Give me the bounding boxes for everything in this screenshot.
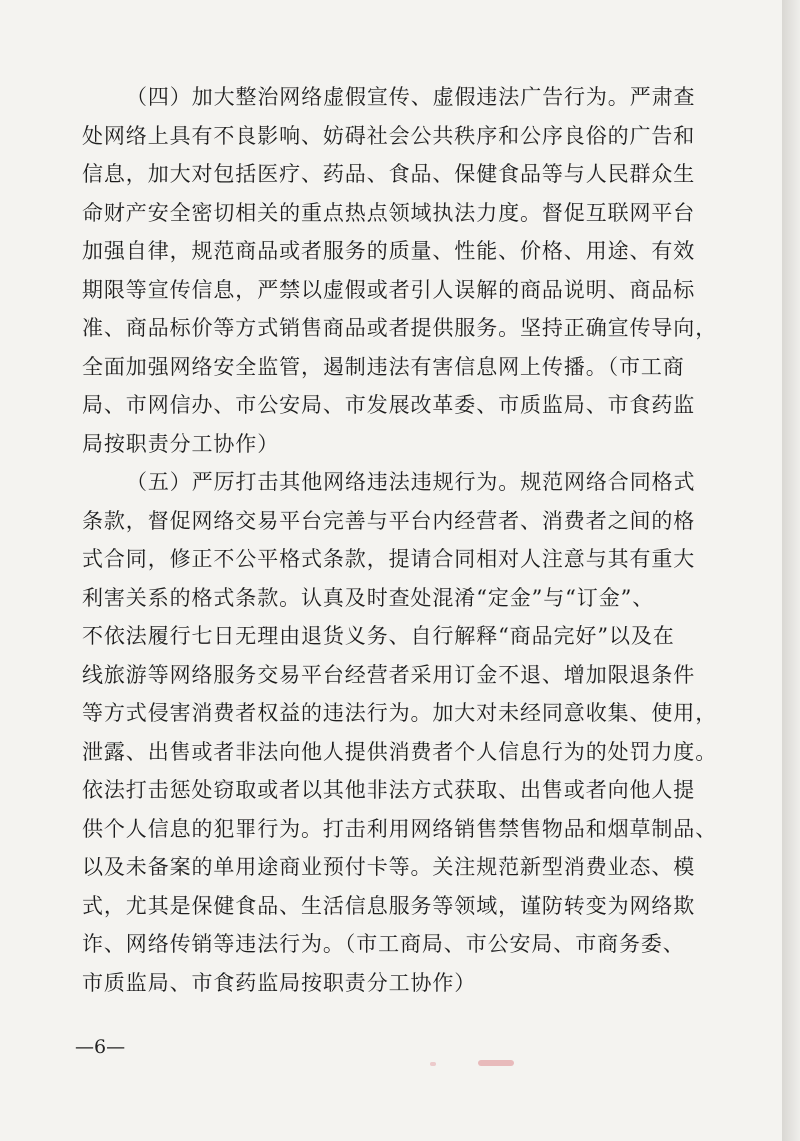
text-line: 局、市网信办、市公安局、市发展改革委、市质监局、市食药监 bbox=[82, 393, 696, 417]
paragraph-section-4 bbox=[82, 78, 718, 463]
scan-stain bbox=[430, 1062, 436, 1066]
page-number: —6— bbox=[75, 1036, 126, 1058]
text-line: 线旅游等网络服务交易平台经营者采用订金不退、增加限退条件 bbox=[82, 662, 696, 687]
text-line: 信息，加大对包括医疗、药品、食品、保健食品等与人民群众生 bbox=[82, 162, 696, 186]
body-text bbox=[82, 78, 718, 1002]
scan-stain bbox=[478, 1060, 514, 1066]
text-line: 加强自律，规范商品或者服务的质量、性能、价格、用途、有效 bbox=[82, 239, 696, 263]
text-line: 市质监局、市食药监局按职责分工协作） bbox=[82, 970, 477, 995]
text-line: 泄露、出售或者非法向他人提供消费者个人信息行为的处罚力度。 bbox=[82, 739, 718, 764]
text-line: （四）加大整治网络虚假宣传、虚假违法广告行为。严肃查 bbox=[126, 85, 696, 109]
text-line: 准、商品标价等方式销售商品或者提供服务。坚持正确宣传导向， bbox=[82, 316, 718, 340]
text-line: 处网络上具有不良影响、妨碍社会公共秩序和公序良俗的广告和 bbox=[82, 123, 696, 148]
text-line: 式，尤其是保健食品、生活信息服务等领域，谨防转变为网络欺 bbox=[82, 893, 696, 918]
text-line: 利害关系的格式条款。认真及时查处混淆“定金”与“订金”、 bbox=[82, 585, 655, 610]
paragraph-section-5 bbox=[82, 463, 718, 1002]
text-line: 条款，督促网络交易平台完善与平台内经营者、消费者之间的格 bbox=[82, 508, 696, 533]
text-line: 命财产安全密切相关的重点热点领域执法力度。督促互联网平台 bbox=[82, 200, 696, 225]
text-line: 供个人信息的犯罪行为。打击利用网络销售禁售物品和烟草制品、 bbox=[82, 816, 718, 841]
text-line: 局按职责分工协作） bbox=[82, 431, 280, 456]
text-line: 不依法履行七日无理由退货义务、自行解释“商品完好”以及在 bbox=[82, 624, 675, 648]
text-line: 以及未备案的单用途商业预付卡等。关注规范新型消费业态、模 bbox=[82, 855, 696, 879]
text-line: 诈、网络传销等违法行为。（市工商局、市公安局、市商务委、 bbox=[82, 932, 685, 956]
text-line: 期限等宣传信息，严禁以虚假或者引人误解的商品说明、商品标 bbox=[82, 277, 696, 302]
text-line: 等方式侵害消费者权益的违法行为。加大对未经同意收集、使用， bbox=[82, 701, 718, 725]
text-line: 全面加强网络安全监管，遏制违法有害信息网上传播。（市工商 bbox=[82, 354, 685, 379]
text-line: 式合同，修正不公平格式条款，提请合同相对人注意与其有重大 bbox=[82, 547, 696, 571]
text-line: （五）严厉打击其他网络违法违规行为。规范网络合同格式 bbox=[126, 470, 696, 494]
scan-edge bbox=[782, 0, 800, 1141]
text-line: 依法打击惩处窃取或者以其他非法方式获取、出售或者向他人提 bbox=[82, 778, 696, 802]
